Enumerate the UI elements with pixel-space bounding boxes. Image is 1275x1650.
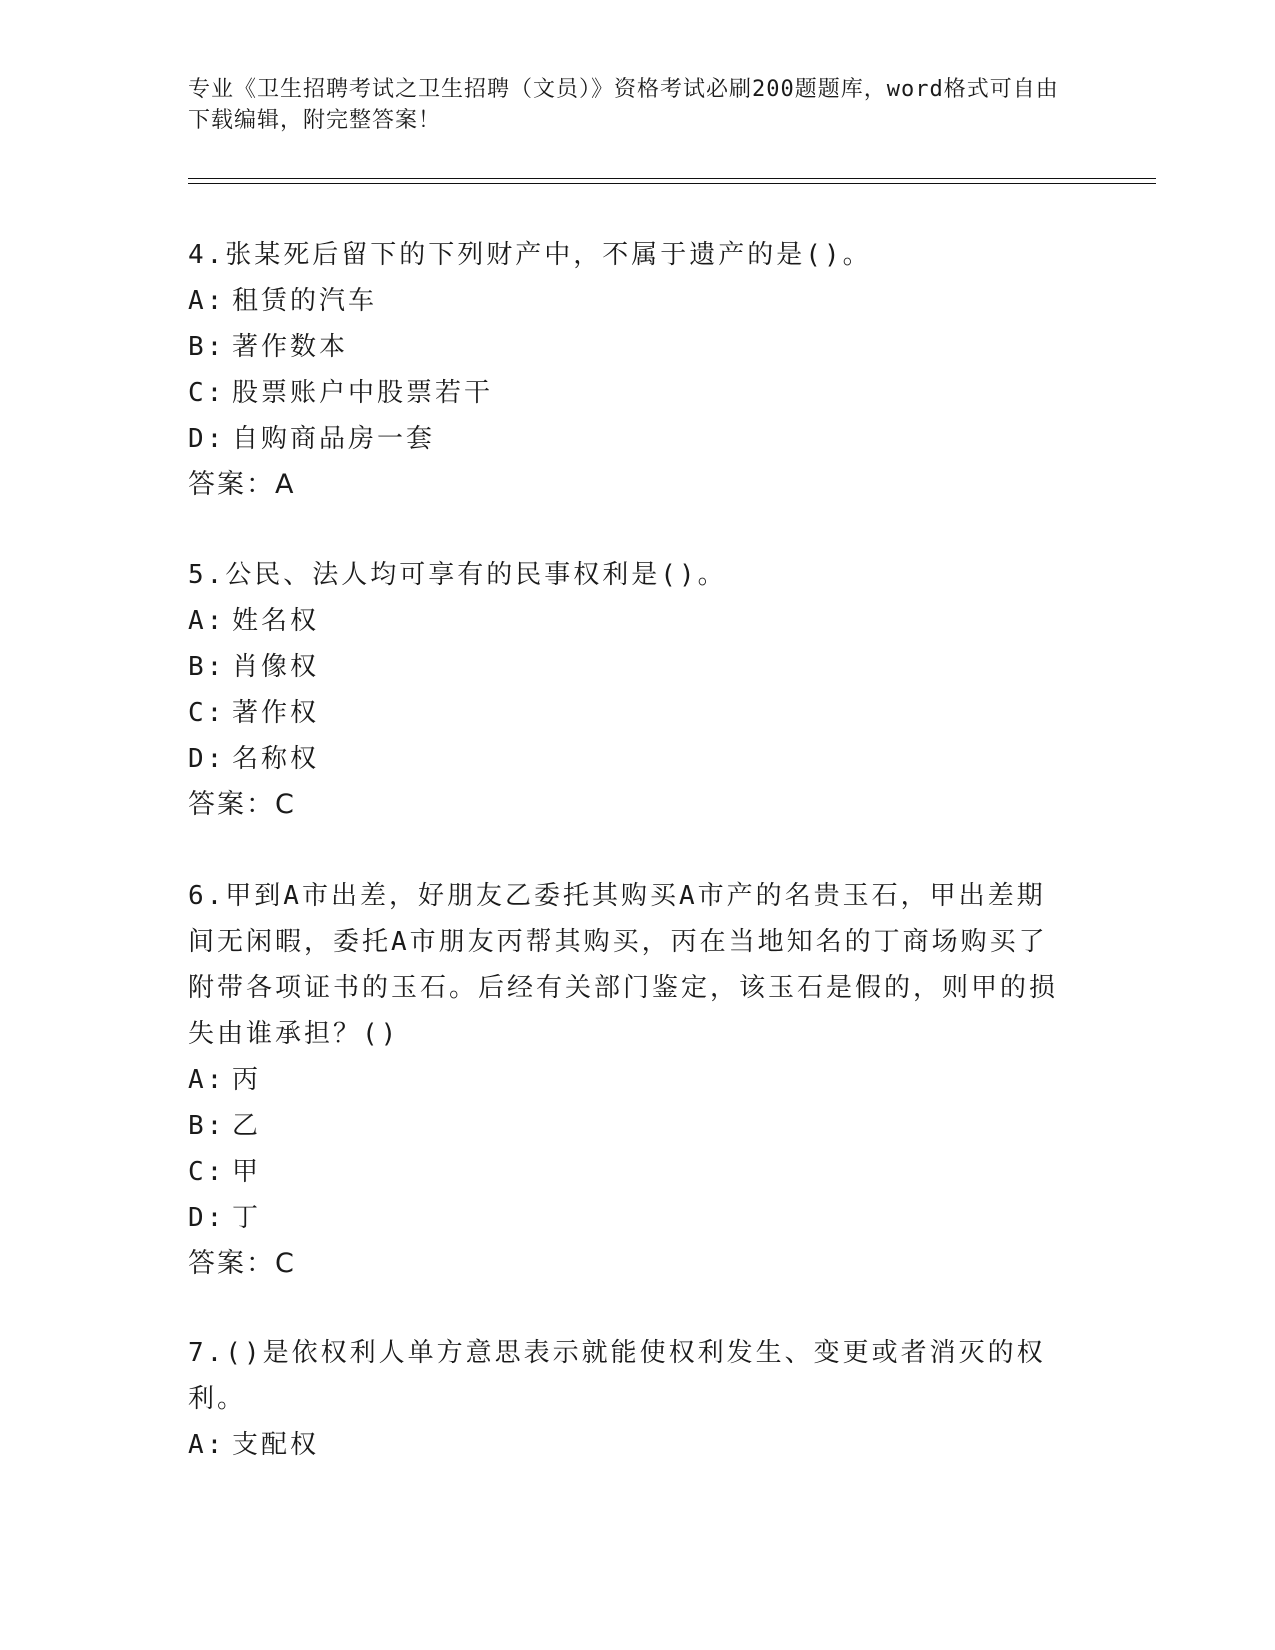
option-text: 甲: [232, 1157, 262, 1187]
answer: 答案：C: [188, 789, 296, 820]
option-letter: C:: [188, 698, 226, 728]
option-d: [188, 1195, 1068, 1241]
option-text: 股票账户中股票若干: [232, 378, 494, 408]
question-stem: 6.甲到A市出差，好朋友乙委托其购买A市产的名贵玉石，甲出差期间无闲暇，委托A市朋友丙帮其购买，丙在当地知名的丁商场购买了附带各项证书的玉石。后经有关部门鉴定，该玉石是假的，则甲的损失由谁承担？(): [188, 881, 1059, 1049]
question-stem: 5.公民、法人均可享有的民事权利是()。: [188, 560, 727, 590]
option-letter: A:: [188, 1065, 226, 1095]
option-letter: C:: [188, 378, 226, 408]
option-a: [188, 278, 1068, 324]
option-a: [188, 1057, 1068, 1103]
option-letter: A:: [188, 1430, 226, 1460]
option-letter: A:: [188, 606, 226, 636]
document-header: 专业《卫生招聘考试之卫生招聘（文员）》资格考试必刷200题题库，word格式可自由下载编辑，附完整答案！: [188, 77, 1059, 133]
question-6: [188, 873, 1068, 1287]
question-5: [188, 552, 1068, 828]
option-letter: C:: [188, 1157, 226, 1187]
option-text: 丙: [232, 1065, 262, 1095]
option-text: 租赁的汽车: [232, 286, 378, 316]
option-letter: D:: [188, 1203, 226, 1233]
option-c: [188, 690, 1068, 736]
option-text: 乙: [232, 1111, 262, 1141]
option-b: [188, 1103, 1068, 1149]
option-b: [188, 324, 1068, 370]
option-letter: A:: [188, 286, 226, 316]
option-text: 名称权: [232, 744, 320, 774]
header-divider-bottom: [188, 183, 1156, 184]
answer: 答案：C: [188, 1248, 296, 1279]
option-text: 姓名权: [232, 606, 320, 636]
option-text: 自购商品房一套: [232, 424, 436, 454]
option-text: 著作权: [232, 698, 320, 728]
option-d: [188, 416, 1068, 462]
option-d: [188, 736, 1068, 782]
option-letter: B:: [188, 332, 226, 362]
option-letter: D:: [188, 744, 226, 774]
option-c: [188, 1149, 1068, 1195]
question-stem: 7.()是依权利人单方意思表示就能使权利发生、变更或者消灭的权利。: [188, 1338, 1046, 1414]
question-4: [188, 232, 1068, 508]
option-c: [188, 370, 1068, 416]
option-letter: B:: [188, 1111, 226, 1141]
question-7: [188, 1330, 1068, 1468]
option-letter: D:: [188, 424, 226, 454]
question-stem: 4.张某死后留下的下列财产中，不属于遗产的是()。: [188, 240, 872, 270]
option-a: [188, 1422, 1068, 1468]
option-text: 著作数本: [232, 332, 349, 362]
option-text: 肖像权: [232, 652, 320, 682]
option-text: 支配权: [232, 1430, 320, 1460]
option-letter: B:: [188, 652, 226, 682]
header-divider-top: [188, 178, 1156, 179]
option-a: [188, 598, 1068, 644]
option-text: 丁: [232, 1203, 262, 1233]
option-b: [188, 644, 1068, 690]
answer: 答案：A: [188, 469, 296, 500]
